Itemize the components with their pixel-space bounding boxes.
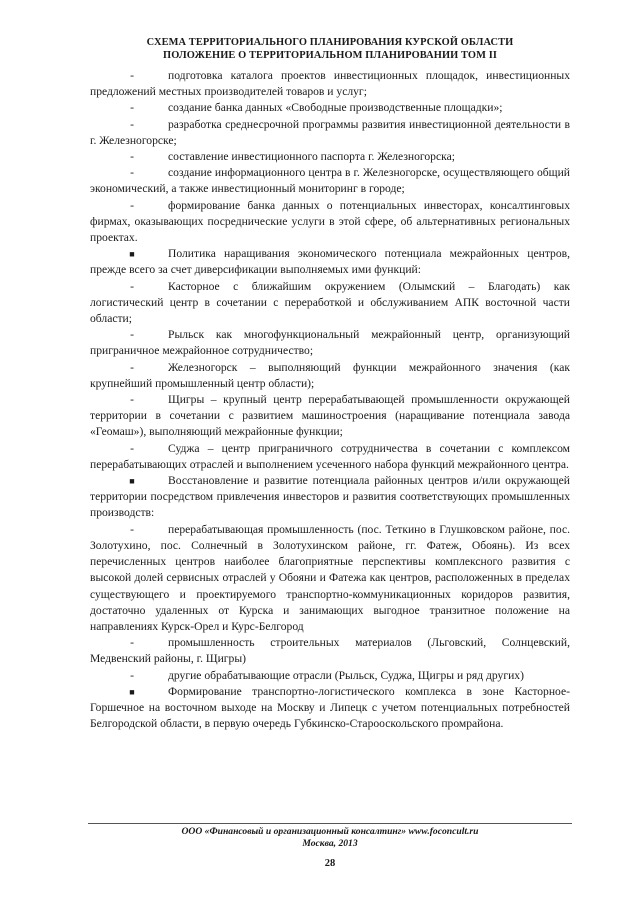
- item-text: Формирование транспортно-логистического комплекса в зоне Касторное-Горшечное на восточном выходе на Москву и Липецк с учетом потенциальных потребностей Белгородской области, в первую очередь Губкинско-Старооскольского промрайона.: [90, 684, 570, 731]
- dash-marker: -: [130, 117, 134, 131]
- item-text: перерабатывающая промышленность (пос. Теткино в Глушковском районе, пос. Золотухино, пос. Солнечный в Золотухинском районе, гг. Фатеж, Обоянь). Из всех перечисленных центров наиболее благоприятные перспективы комплексного развития с высокой долей сервисных отраслей у Обояни и Фатежа как центров, расположенных в пределах существующего и проектируемого транспортно-коммуникационных коридоров развития, достаточно удаленных от Курска и занимающих выгодное транзитное положение на направлениях Курск-Орел и Курс-Белгород: [90, 522, 570, 633]
- item-text: Суджа – центр приграничного сотрудничества в сочетании с комплексом перерабатывающих отраслей и выполнением усеченного набора функций межрайонного центра.: [90, 441, 570, 471]
- dash-marker: -: [130, 166, 134, 180]
- dash-marker: -: [130, 360, 134, 374]
- page-header: [90, 36, 570, 62]
- dash-marker: -: [130, 441, 134, 455]
- item-text: создание банка данных «Свободные производственные площадки»;: [168, 101, 503, 115]
- item-text: составление инвестиционного паспорта г. Железногорска;: [168, 150, 455, 164]
- list-item: [90, 522, 570, 635]
- list-item: [90, 117, 570, 149]
- dash-marker: -: [130, 393, 134, 407]
- page-number: 28: [324, 858, 336, 869]
- item-text: Рыльск как многофункциональный межрайонный центр, организующий приграничное межрайонное сотрудничество;: [90, 328, 570, 358]
- square-bullet-icon: ■: [129, 686, 135, 697]
- square-bullet-icon: ■: [129, 476, 135, 487]
- list-item: [90, 668, 570, 684]
- bullet-item: [90, 246, 570, 278]
- square-bullet-icon: ■: [129, 249, 135, 260]
- list-item: [90, 360, 570, 392]
- bullet-item: [90, 473, 570, 522]
- list-item: [90, 279, 570, 328]
- document-body: [90, 68, 570, 732]
- bullet-item: [90, 684, 570, 733]
- list-item: [90, 149, 570, 165]
- dash-marker: -: [130, 279, 134, 293]
- item-text: создание информационного центра в г. Железногорске, осуществляющего общий экономический, а также инвестиционный мониторинг в городе;: [90, 166, 570, 196]
- dash-marker: -: [130, 101, 134, 115]
- header-title: СХЕМА ТЕРРИТОРИАЛЬНОГО ПЛАНИРОВАНИЯ КУРСКОЙ ОБЛАСТИ: [146, 37, 514, 48]
- item-text: разработка среднесрочной программы развития инвестиционной деятельности в г. Железногорске;: [90, 117, 570, 147]
- list-item: [90, 68, 570, 100]
- dash-marker: -: [130, 150, 134, 164]
- dash-marker: -: [130, 636, 134, 650]
- footer-divider: [88, 823, 572, 824]
- item-text: другие обрабатывающие отрасли (Рыльск, Суджа, Щигры и ряд других): [168, 668, 524, 682]
- item-text: Щигры – крупный центр перерабатывающей промышленности окружающей территории в сочетании с развитием машиностроения (наращивание потенциала завода «Геомаш»), выполняющий межрайонные функции;: [90, 393, 570, 439]
- header-subtitle: ПОЛОЖЕНИЕ О ТЕРРИТОРИАЛЬНОМ ПЛАНИРОВАНИИ ТОМ II: [163, 50, 497, 61]
- list-item: [90, 198, 570, 247]
- list-item: [90, 441, 570, 473]
- list-item: [90, 635, 570, 667]
- dash-marker: -: [130, 328, 134, 342]
- footer-city-year: Москва, 2013: [302, 838, 358, 849]
- item-text: подготовка каталога проектов инвестиционных площадок, инвестиционных предложений местных производителей товаров и услуг;: [90, 69, 570, 99]
- item-text: Восстановление и развитие потенциала районных центров и/или окружающей территории посредством привлечения инвесторов и развития соответствующих промышленных производств:: [90, 474, 570, 520]
- footer-company: ООО «Финансовый и организационный консалтинг» www.foconcult.ru: [181, 826, 479, 837]
- page-footer: [90, 826, 570, 850]
- item-text: Железногорск – выполняющий функции межрайонного значения (как крупнейший промышленный центр области);: [90, 360, 570, 390]
- dash-marker: -: [130, 668, 134, 682]
- item-text: Политика наращивания экономического потенциала межрайонных центров, прежде всего за счет диверсификации выполняемых ими функций:: [90, 247, 570, 277]
- list-item: [90, 100, 570, 116]
- dash-marker: -: [130, 198, 134, 212]
- dash-marker: -: [130, 522, 134, 536]
- item-text: формирование банка данных о потенциальных инвесторах, консалтинговых фирмах, оказывающих посреднические услуги в этой сфере, об альтернативных региональных проектах.: [90, 198, 570, 245]
- dash-marker: -: [130, 69, 134, 82]
- list-item: [90, 392, 570, 441]
- list-item: [90, 165, 570, 197]
- item-text: промышленность строительных материалов (Льговский, Солнцевский, Медвенский районы, г. Щигры): [90, 636, 570, 666]
- list-item: [90, 327, 570, 359]
- item-text: Касторное с ближайшим окружением (Олымский – Благодать) как логистический центр в сочетании с переработкой и обслуживанием АПК восточной части области;: [90, 279, 570, 326]
